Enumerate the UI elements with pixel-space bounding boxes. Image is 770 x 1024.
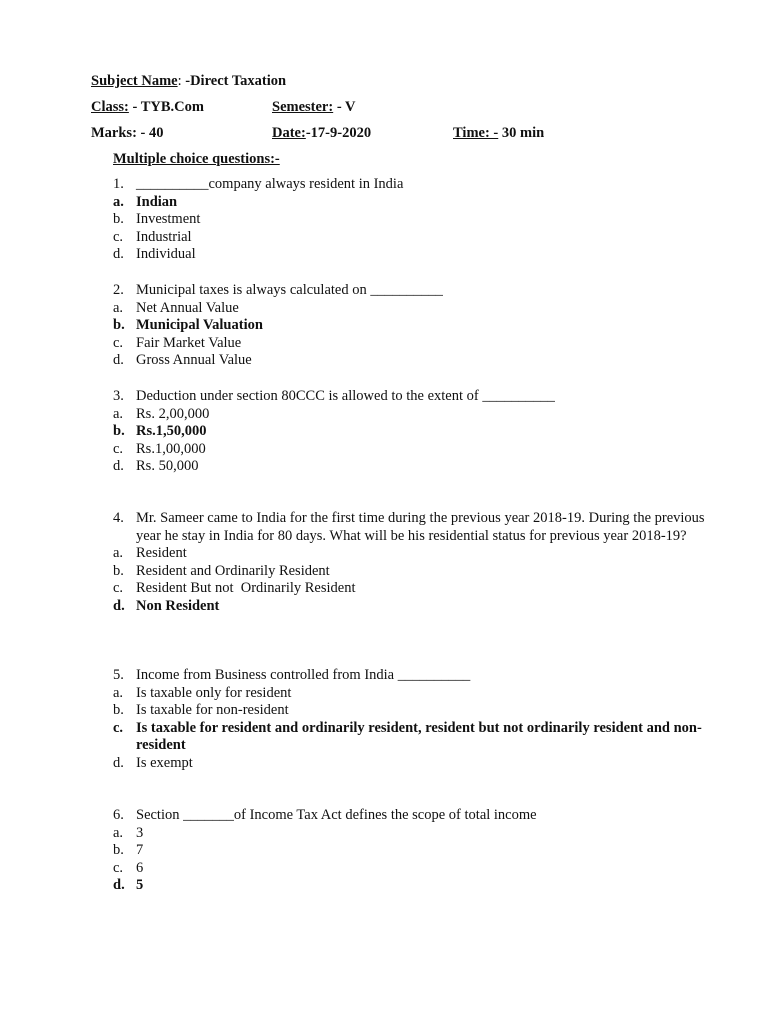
- option-label: a.: [113, 684, 124, 701]
- option-d: [113, 598, 713, 616]
- option-text: Fair Market Value: [136, 334, 242, 351]
- option-text: Is taxable only for resident: [136, 684, 292, 701]
- option-a: [113, 685, 713, 703]
- option-text: Is taxable for resident and ordinarily resident, resident but not ordinarily resident and non-resident: [136, 719, 702, 754]
- option-label: d.: [113, 246, 124, 263]
- question-number: 4.: [113, 510, 124, 526]
- option-c: [113, 580, 713, 598]
- marks-line: Marks: - 40: [91, 125, 164, 141]
- option-label: d.: [113, 458, 124, 475]
- option-c: [113, 860, 713, 878]
- question-number: 6.: [113, 807, 124, 823]
- question-2: [113, 282, 713, 370]
- option-text: 7: [136, 842, 144, 859]
- option-text: Is exempt: [136, 754, 193, 771]
- class-value: - TYB.Com: [128, 99, 204, 115]
- question-6: [113, 807, 713, 895]
- option-text: Resident But not Ordinarily Resident: [136, 580, 356, 597]
- question-text: Deduction under section 80CCC is allowed to the extent of __________: [136, 388, 555, 404]
- option-text: Individual: [136, 246, 196, 263]
- option-label: a.: [113, 193, 124, 210]
- option-b: [113, 842, 713, 860]
- question-number: 1.: [113, 176, 124, 192]
- option-label: d.: [113, 754, 124, 771]
- question-number: 2.: [113, 282, 124, 298]
- time-line: [453, 125, 544, 142]
- option-label: b.: [113, 562, 124, 579]
- option-text: Rs. 50,000: [136, 458, 199, 475]
- question-stem: [113, 667, 713, 685]
- semester-value: - V: [333, 99, 356, 115]
- option-a: [113, 300, 713, 318]
- option-label: c.: [113, 580, 124, 597]
- option-text: Non Resident: [136, 597, 220, 614]
- question-stem: [113, 388, 713, 406]
- option-text: Indian: [136, 193, 178, 210]
- option-d: [113, 877, 713, 895]
- option-d: [113, 246, 713, 264]
- subject-value: -Direct Taxation: [185, 73, 287, 89]
- subject-line: [91, 73, 286, 90]
- option-a: [113, 825, 713, 843]
- option-c: [113, 335, 713, 353]
- time-label: Time: -: [453, 125, 499, 141]
- option-text: Is taxable for non-resident: [136, 702, 289, 719]
- subject-colon: :: [177, 73, 186, 89]
- semester-label: Semester:: [272, 99, 334, 115]
- date-line: [272, 125, 371, 142]
- option-text: Gross Annual Value: [136, 352, 252, 369]
- option-text: 5: [136, 877, 144, 894]
- date-label: Date:: [272, 125, 306, 141]
- question-number: 3.: [113, 388, 124, 404]
- question-text: Municipal taxes is always calculated on __________: [136, 282, 443, 298]
- time-value: 30 min: [498, 125, 545, 141]
- option-b: [113, 563, 713, 581]
- option-label: c.: [113, 228, 124, 245]
- question-number: 5.: [113, 667, 124, 683]
- semester-line: [272, 99, 355, 116]
- option-c: [113, 720, 713, 755]
- option-label: d.: [113, 877, 125, 894]
- option-text: Municipal Valuation: [136, 317, 263, 334]
- option-a: [113, 194, 713, 212]
- option-label: a.: [113, 545, 124, 562]
- option-b: [113, 211, 713, 229]
- question-4: [113, 510, 713, 616]
- option-a: [113, 545, 713, 563]
- option-text: Rs.1,00,000: [136, 440, 206, 457]
- option-label: c.: [113, 719, 124, 736]
- question-1: [113, 176, 713, 264]
- question-text: Income from Business controlled from India __________: [136, 667, 471, 683]
- option-text: Investment: [136, 211, 201, 228]
- date-value: -17-9-2020: [305, 125, 372, 141]
- option-label: d.: [113, 352, 124, 369]
- option-label: b.: [113, 211, 124, 228]
- question-5: [113, 667, 713, 773]
- option-label: a.: [113, 824, 124, 841]
- question-text: Mr. Sameer came to India for the first time during the previous year 2018-19. During the previous year he stay in India for 80 days. What will be his residential status for previous year 2018-19?: [136, 510, 705, 544]
- option-label: b.: [113, 842, 124, 859]
- question-text: Section _______of Income Tax Act defines the scope of total income: [136, 807, 537, 823]
- option-b: [113, 317, 713, 335]
- option-text: Rs.1,50,000: [136, 423, 207, 440]
- option-label: d.: [113, 597, 125, 614]
- option-b: [113, 702, 713, 720]
- option-d: [113, 755, 713, 773]
- subject-label: Subject Name: [91, 73, 178, 89]
- option-text: Net Annual Value: [136, 299, 239, 316]
- option-label: b.: [113, 423, 125, 440]
- option-text: Rs. 2,00,000: [136, 405, 210, 422]
- option-d: [113, 458, 713, 476]
- option-text: Resident and Ordinarily Resident: [136, 562, 330, 579]
- question-stem: [113, 282, 713, 300]
- option-text: Industrial: [136, 228, 192, 245]
- option-label: a.: [113, 405, 124, 422]
- option-label: c.: [113, 334, 124, 351]
- question-3: [113, 388, 713, 476]
- option-label: c.: [113, 440, 124, 457]
- option-c: [113, 229, 713, 247]
- question-text: __________company always resident in India: [136, 176, 404, 192]
- option-text: 3: [136, 824, 144, 841]
- option-c: [113, 441, 713, 459]
- question-stem: [113, 176, 713, 194]
- option-b: [113, 423, 713, 441]
- option-label: b.: [113, 702, 124, 719]
- question-stem: [113, 510, 713, 545]
- section-title: Multiple choice questions:-: [113, 151, 280, 167]
- option-label: c.: [113, 859, 124, 876]
- option-text: Resident: [136, 545, 187, 562]
- option-label: b.: [113, 317, 125, 334]
- class-label: Class:: [91, 99, 129, 115]
- option-a: [113, 406, 713, 424]
- question-stem: [113, 807, 713, 825]
- option-d: [113, 352, 713, 370]
- option-label: a.: [113, 299, 124, 316]
- option-text: 6: [136, 859, 144, 876]
- class-line: [91, 99, 204, 116]
